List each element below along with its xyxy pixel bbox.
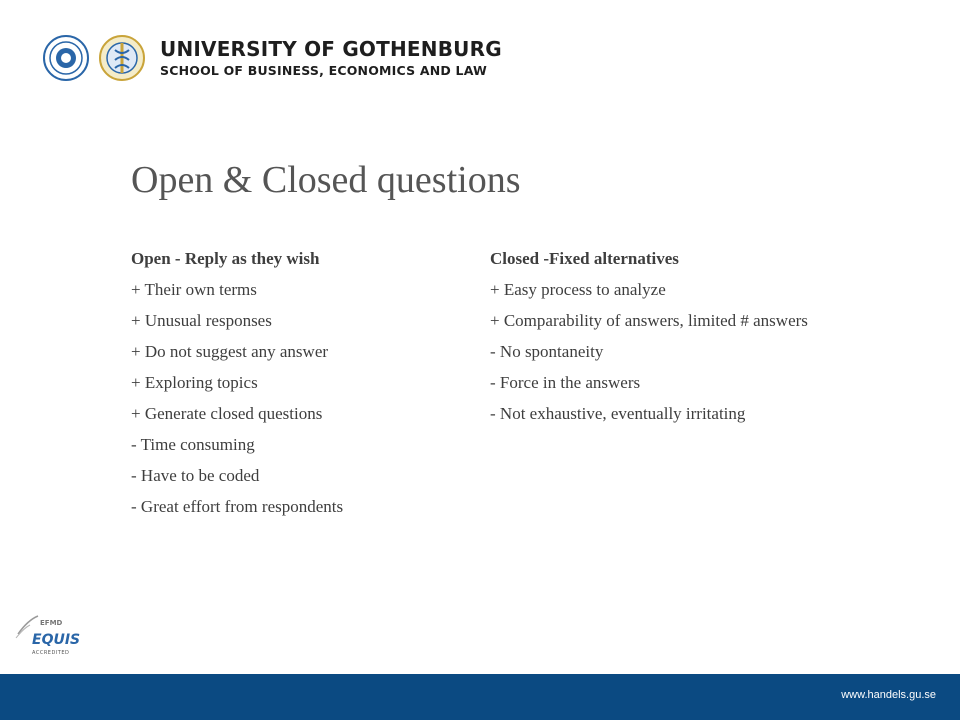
accredited-label: ACCREDITED — [32, 650, 70, 656]
list-item: + Do not suggest any answer — [131, 342, 329, 361]
list-item: + Comparability of answers, limited # answers — [490, 311, 808, 330]
website-url: www.handels.gu.se — [841, 689, 936, 701]
list-item: + Exploring topics — [131, 373, 258, 392]
footer-bar — [0, 674, 960, 720]
list-item: - Time consuming — [131, 435, 255, 454]
equis-label: EQUIS — [32, 632, 81, 648]
list-item: + Generate closed questions — [131, 404, 323, 423]
institution-names — [160, 36, 502, 78]
university-seal-icon — [42, 34, 90, 82]
closed-questions-heading: Closed -Fixed alternatives — [490, 249, 679, 268]
open-questions-column — [131, 248, 461, 527]
efmd-label: EFMD — [40, 619, 63, 627]
list-item: - No spontaneity — [490, 342, 604, 361]
equis-accreditation-logo — [14, 612, 84, 660]
list-item: - Great effort from respondents — [131, 497, 344, 516]
open-questions-heading: Open - Reply as they wish — [131, 249, 320, 268]
school-crest-icon — [98, 34, 146, 82]
header — [42, 32, 502, 84]
open-questions-list — [131, 279, 461, 517]
list-item: - Force in the answers — [490, 373, 641, 392]
list-item: - Have to be coded — [131, 466, 260, 485]
university-name: UNIVERSITY OF GOTHENBURG — [160, 36, 502, 61]
list-item: + Their own terms — [131, 280, 257, 299]
closed-questions-list — [490, 279, 840, 424]
list-item: + Unusual responses — [131, 311, 272, 330]
list-item: + Easy process to analyze — [490, 280, 666, 299]
list-item: - Not exhaustive, eventually irritating — [490, 404, 746, 423]
closed-questions-column — [490, 248, 840, 434]
slide-title: Open & Closed questions — [131, 159, 521, 201]
school-name: SCHOOL OF BUSINESS, ECONOMICS AND LAW — [160, 62, 488, 78]
